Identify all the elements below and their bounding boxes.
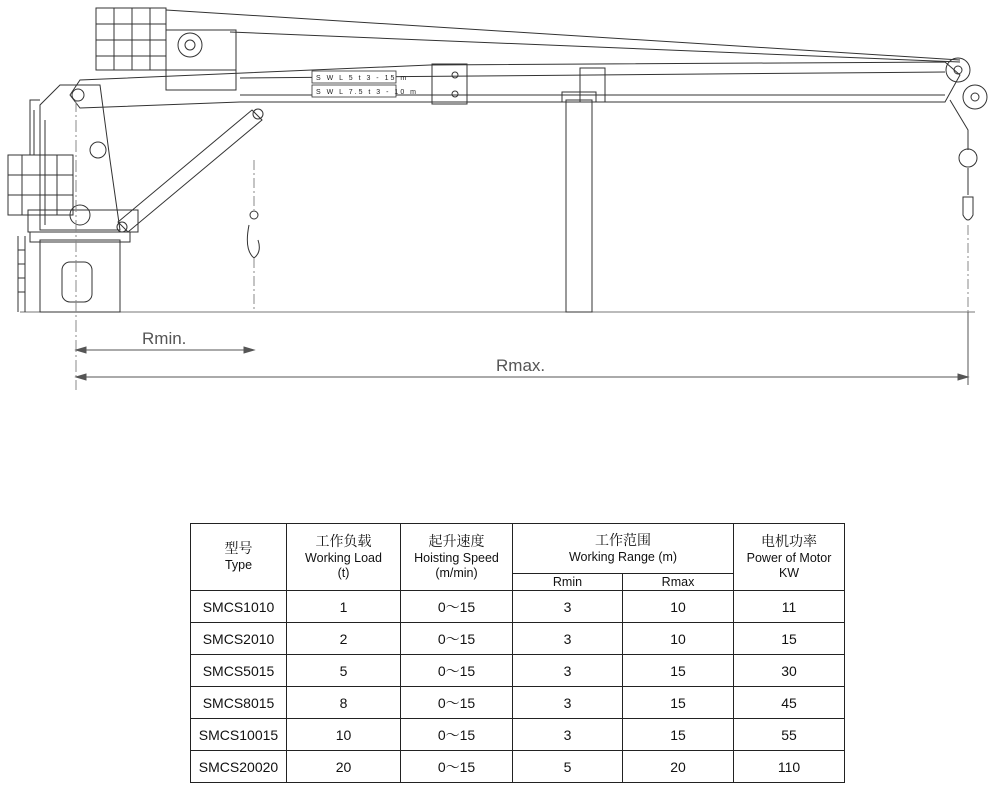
- cell-rmin: 5: [513, 751, 623, 783]
- header-range-en: Working Range (m): [568, 549, 678, 564]
- cell-power: 110: [734, 751, 845, 783]
- cell-speed: 0～15: [401, 687, 513, 719]
- header-rmax: Rmax: [623, 574, 734, 591]
- rmin-label: Rmin.: [142, 329, 187, 348]
- header-rmin: Rmin: [513, 574, 623, 591]
- header-range: [513, 524, 734, 574]
- cell-speed: 0～15: [401, 623, 513, 655]
- table-row: [191, 623, 845, 655]
- boom-rest: [562, 92, 596, 312]
- spec-table: [190, 523, 845, 783]
- hook-rmin: [247, 160, 259, 312]
- table-row: [191, 655, 845, 687]
- header-power: [734, 524, 845, 591]
- cell-rmax: 15: [623, 655, 734, 687]
- table-row: [191, 687, 845, 719]
- cell-speed: 0～15: [401, 719, 513, 751]
- cell-rmax: 15: [623, 719, 734, 751]
- cell-type: SMCS2010: [191, 623, 287, 655]
- cell-rmax: 20: [623, 751, 734, 783]
- cell-type: SMCS1010: [191, 591, 287, 623]
- cell-type: SMCS20020: [191, 751, 287, 783]
- table-row: [191, 751, 845, 783]
- boom-tip: [946, 58, 987, 312]
- header-load-zh: 工作负载: [315, 533, 372, 550]
- header-power-unit: KW: [778, 565, 800, 580]
- cell-rmax: 15: [623, 687, 734, 719]
- rmax-label: Rmax.: [496, 356, 546, 375]
- header-load-unit: (t): [337, 565, 350, 580]
- cell-power: 45: [734, 687, 845, 719]
- cell-rmin: 3: [513, 687, 623, 719]
- cell-load: 2: [287, 623, 401, 655]
- cell-power: 11: [734, 591, 845, 623]
- header-load: [287, 524, 401, 591]
- header-speed-unit: (m/min): [435, 565, 478, 580]
- cell-power: 30: [734, 655, 845, 687]
- cell-type: SMCS5015: [191, 655, 287, 687]
- pedestal: [18, 232, 130, 312]
- cell-load: 8: [287, 687, 401, 719]
- cell-power: 15: [734, 623, 845, 655]
- header-speed-en: Hoisting Speed: [414, 550, 499, 565]
- header-power-en: Power of Motor: [746, 550, 832, 565]
- cell-rmin: 3: [513, 719, 623, 751]
- table-row: [191, 591, 845, 623]
- header-type-zh: 型号: [224, 541, 253, 557]
- cell-load: 1: [287, 591, 401, 623]
- cell-type: SMCS8015: [191, 687, 287, 719]
- load-plate-1: S W L 5 t 3 - 15 m: [316, 75, 409, 82]
- header-range-zh: 工作范围: [595, 532, 651, 549]
- winch-railing: [96, 8, 236, 90]
- header-load-en: Working Load: [305, 550, 382, 565]
- cell-load: 20: [287, 751, 401, 783]
- cell-rmax: 10: [623, 623, 734, 655]
- table-row: [191, 719, 845, 751]
- cell-speed: 0～15: [401, 591, 513, 623]
- header-speed-zh: 起升速度: [428, 533, 485, 550]
- crane-boom: [70, 62, 960, 108]
- header-speed: [401, 524, 513, 591]
- cell-rmin: 3: [513, 591, 623, 623]
- crane-column: [28, 85, 138, 232]
- cell-load: 5: [287, 655, 401, 687]
- load-plate-2: S W L 7.5 t 3 - 10 m: [316, 89, 418, 96]
- cell-rmin: 3: [513, 655, 623, 687]
- cell-speed: 0～15: [401, 751, 513, 783]
- cell-load: 10: [287, 719, 401, 751]
- cell-rmax: 10: [623, 591, 734, 623]
- header-power-zh: 电机功率: [761, 533, 818, 550]
- cell-rmin: 3: [513, 623, 623, 655]
- cell-speed: 0～15: [401, 655, 513, 687]
- header-type: [191, 524, 287, 591]
- luffing-cylinder: [117, 109, 263, 232]
- header-type-en: Type: [224, 558, 253, 572]
- cell-power: 55: [734, 719, 845, 751]
- cell-type: SMCS10015: [191, 719, 287, 751]
